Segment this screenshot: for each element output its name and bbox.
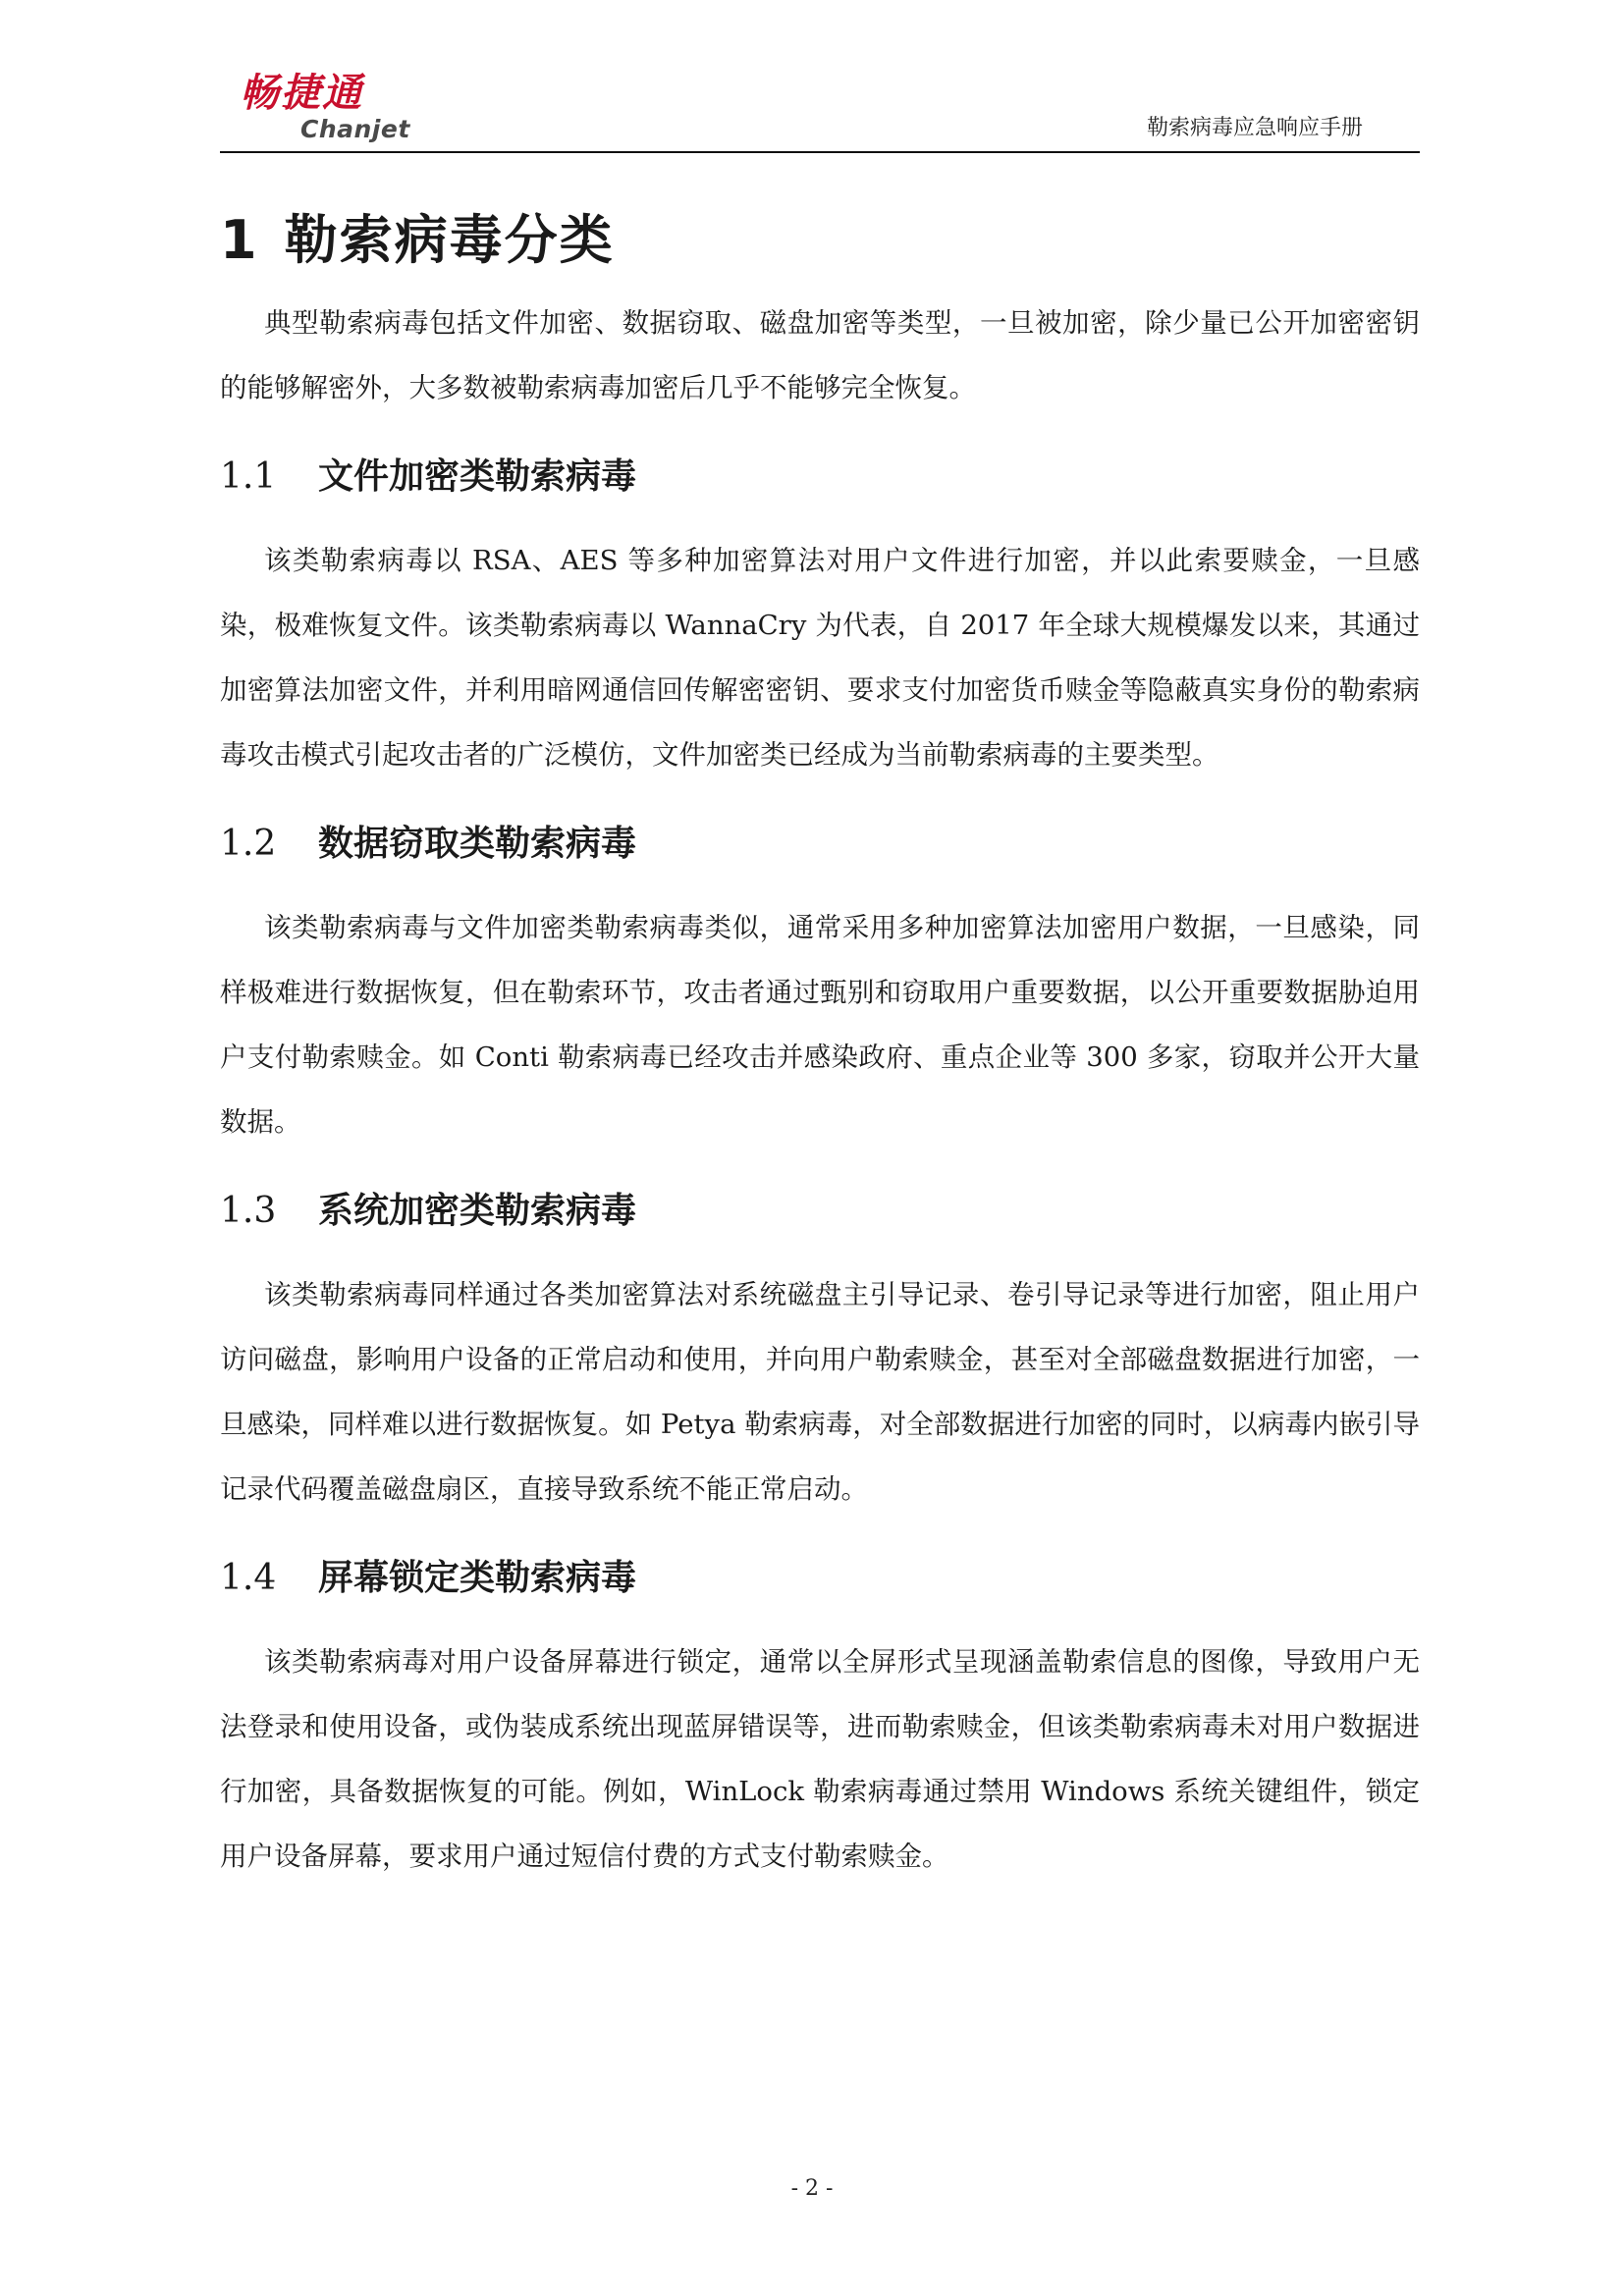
section-heading-1-3 <box>220 1182 1420 1241</box>
section-paragraph-1-4: 该类勒索病毒对用户设备屏幕进行锁定，通常以全屏形式呈现涵盖勒索信息的图像，导致用户无法登录和使用设备，或伪装成系统出现蓝屏错误等，进而勒索赎金，但该类勒索病毒未对用户数据进行加密，具备数据恢复的可能。例如，WinLock 勒索病毒通过禁用 Windows 系统关键组件，锁定用户设备屏幕，要求用户通过短信付费的方式支付勒索赎金。 <box>220 1646 1420 1872</box>
page-header <box>220 71 1420 153</box>
chapter-intro-paragraph: 典型勒索病毒包括文件加密、数据窃取、磁盘加密等类型，一旦被加密，除少量已公开加密密钥的能够解密外，大多数被勒索病毒加密后几乎不能够完全恢复。 <box>220 307 1420 403</box>
section-title: 屏幕锁定类勒索病毒 <box>318 1558 637 1598</box>
section-paragraph-1-3: 该类勒索病毒同样通过各类加密算法对系统磁盘主引导记录、卷引导记录等进行加密，阻止用户访问磁盘，影响用户设备的正常启动和使用，并向用户勒索赎金，甚至对全部磁盘数据进行加密，一旦感染，同样难以进行数据恢复。如 Petya 勒索病毒，对全部数据进行加密的同时，以病毒内嵌引导记录代码覆盖磁盘扇区，直接导致系统不能正常启动。 <box>220 1279 1420 1505</box>
chapter-number: 1 <box>220 209 259 271</box>
chapter-heading <box>220 196 1420 285</box>
section-heading-1-1 <box>220 448 1420 507</box>
section-title: 系统加密类勒索病毒 <box>318 1191 637 1231</box>
chapter-title: 勒索病毒分类 <box>284 209 615 271</box>
header-divider <box>220 151 1420 153</box>
page-number: - 2 - <box>790 2176 834 2201</box>
page-content <box>220 196 1420 1889</box>
section-number: 1.2 <box>220 824 277 864</box>
section-number: 1.3 <box>220 1191 277 1231</box>
section-paragraph-1-1: 该类勒索病毒以 RSA、AES 等多种加密算法对用户文件进行加密，并以此索要赎金，一旦感染，极难恢复文件。该类勒索病毒以 WannaCry 为代表，自 2017 年全球大规模爆发以来，其通过加密算法加密文件，并利用暗网通信回传解密密钥、要求支付加密货币赎金等隐蔽真实身份的勒索病毒攻击模式引起攻击者的广泛模仿，文件加密类已经成为当前勒索病毒的主要类型。 <box>220 545 1420 771</box>
document-title: 勒索病毒应急响应手册 <box>1146 116 1363 140</box>
section-number: 1.1 <box>220 456 277 497</box>
section-paragraph-1-2: 该类勒索病毒与文件加密类勒索病毒类似，通常采用多种加密算法加密用户数据，一旦感染，同样极难进行数据恢复，但在勒索环节，攻击者通过甄别和窃取用户重要数据，以公开重要数据胁迫用户支付勒索赎金。如 Conti 勒索病毒已经攻击并感染政府、重点企业等 300 多家，窃取并公开大量数据。 <box>220 912 1420 1138</box>
section-heading-1-2 <box>220 815 1420 874</box>
chanjet-logo <box>240 71 446 149</box>
section-number: 1.4 <box>220 1558 277 1598</box>
section-title: 数据窃取类勒索病毒 <box>318 824 637 864</box>
section-title: 文件加密类勒索病毒 <box>318 456 637 497</box>
logo-chinese-text: 畅捷通 <box>240 71 363 116</box>
logo-english-text: Chanjet <box>300 115 410 143</box>
section-heading-1-4 <box>220 1549 1420 1608</box>
